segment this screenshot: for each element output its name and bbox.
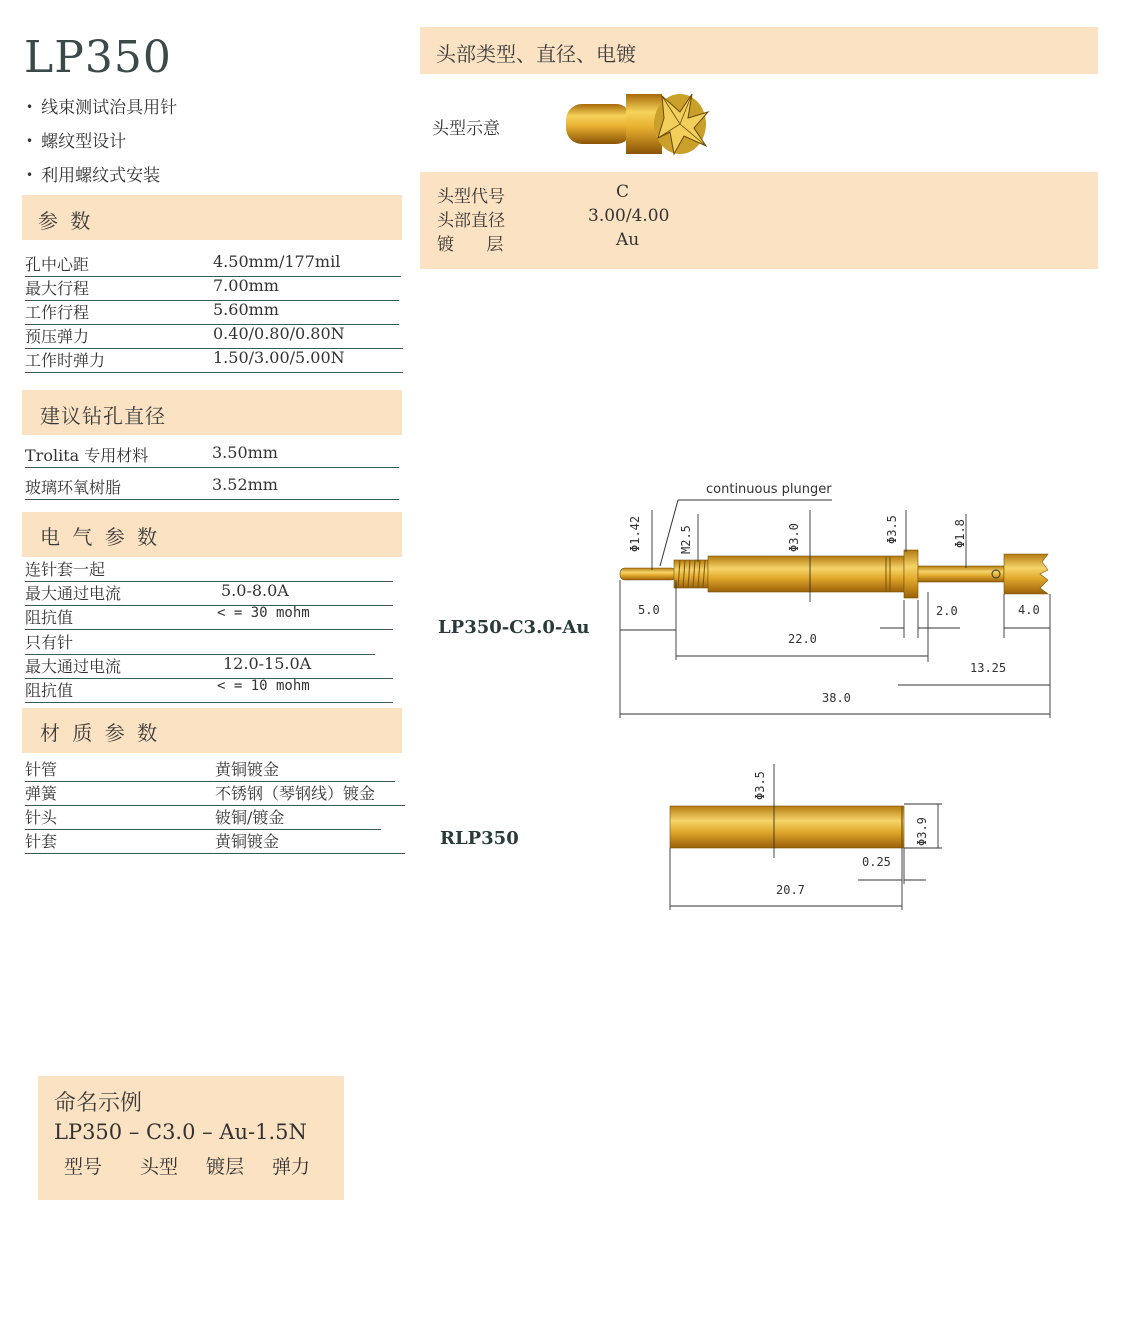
feature-list [26, 92, 177, 194]
feature-item: • 利用螺纹式安装 [26, 160, 177, 194]
naming-part-force: 弹力 [272, 1156, 311, 1178]
electrical-row: 最大通过电流 5.0-8.0A [25, 581, 393, 606]
head-spec-value: C [616, 182, 630, 202]
electrical-row: 只有针 [25, 630, 375, 655]
params-row: 工作行程 5.60mm [25, 300, 399, 325]
head-spec-value: 3.00/4.00 [588, 206, 670, 226]
drill-row: Trolita 专用材料 3.50mm [25, 443, 399, 468]
probe-drawing-lp350 [600, 470, 1070, 730]
electrical-row: 阻抗值 < = 10 mohm [25, 678, 393, 703]
dim-l50: 5.0 [638, 603, 660, 617]
drawing1-label: LP350-C3.0-Au [438, 617, 590, 638]
params-row: 工作时弹力 1.50/3.00/5.00N [25, 348, 403, 373]
head-spec-value: Au [616, 230, 640, 250]
dim-l207: 20.7 [776, 883, 805, 897]
dim-d35: Φ3.5 [885, 515, 899, 544]
params-row: 孔中心距 4.50mm/177mil [25, 252, 401, 277]
head-spec-key: 头部直径 [437, 211, 505, 231]
naming-example: LP350 – C3.0 – Au-1.5N [54, 1120, 307, 1144]
material-row: 针套 黄铜镀金 [25, 829, 405, 854]
electrical-heading: 电 气 参 数 [40, 525, 161, 549]
dim-d30: Φ3.0 [787, 523, 801, 552]
drawing2-label: RLP350 [440, 828, 519, 849]
dim-l40: 4.0 [1018, 603, 1040, 617]
material-row: 针管 黄铜镀金 [25, 757, 395, 782]
naming-part-model: 型号 [64, 1156, 103, 1178]
head-spec-key: 头型代号 [437, 187, 505, 207]
material-row: 弹簧 不锈钢（琴钢线）镀金 [25, 781, 405, 806]
params-row: 最大行程 7.00mm [25, 276, 399, 301]
head-heading: 头部类型、直径、电镀 [436, 42, 636, 66]
params-row: 预压弹力 0.40/0.80/0.80N [25, 324, 403, 349]
head-type-icon [556, 88, 716, 160]
dim-d35: Φ3.5 [753, 771, 767, 800]
dim-l025: 0.25 [862, 855, 891, 869]
dim-d39: Φ3.9 [915, 817, 929, 846]
receptacle-drawing-rlp350 [660, 760, 960, 920]
naming-part-head: 头型 [140, 1156, 179, 1178]
params-heading: 参 数 [38, 209, 94, 233]
feature-item: • 螺纹型设计 [26, 126, 177, 160]
naming-part-plating: 镀层 [206, 1156, 245, 1178]
dim-d18: Φ1.8 [953, 519, 967, 548]
electrical-row: 阻抗值 < = 30 mohm [25, 605, 393, 630]
feature-item: • 线束测试治具用针 [26, 92, 177, 126]
product-title: LP350 [24, 32, 172, 83]
dim-l20: 2.0 [936, 604, 958, 618]
head-spec-band [420, 172, 1098, 269]
dim-d142: Φ1.42 [628, 515, 642, 552]
electrical-row: 连针套一起 [25, 557, 393, 582]
drill-row: 玻璃环氧树脂 3.52mm [25, 475, 399, 500]
material-row: 针头 铍铜/镀金 [25, 805, 381, 830]
head-diagram-label: 头型示意 [432, 119, 500, 139]
dim-l220: 22.0 [788, 632, 817, 646]
dim-m25: M2.5 [679, 525, 693, 554]
dim-l380: 38.0 [822, 691, 851, 705]
dim-l1325: 13.25 [970, 661, 1007, 675]
electrical-row: 最大通过电流 12.0-15.0A [25, 654, 393, 679]
head-spec-key: 镀 层 [437, 235, 504, 255]
naming-heading: 命名示例 [54, 1091, 143, 1116]
drill-heading: 建议钻孔直径 [40, 404, 166, 428]
continuous-plunger-callout: continuous plunger [706, 482, 832, 497]
material-heading: 材 质 参 数 [40, 721, 161, 745]
